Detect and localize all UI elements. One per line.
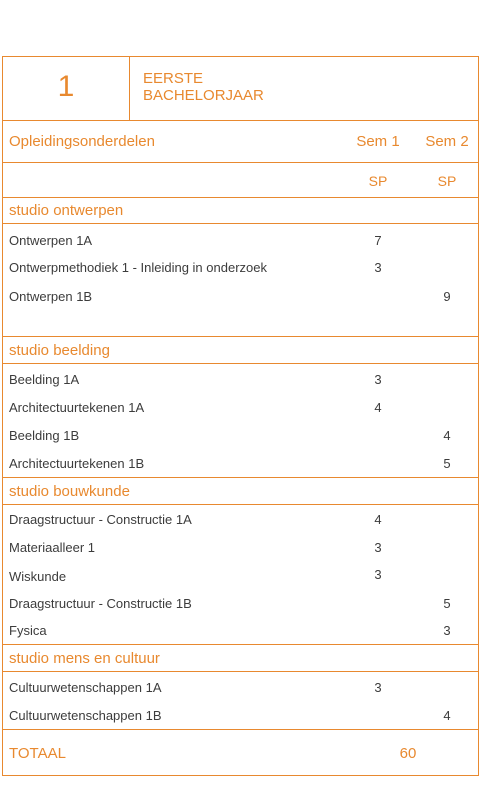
course-sem1: 3 (374, 260, 382, 275)
divider (3, 671, 478, 672)
year-title-line2: BACHELORJAAR (143, 87, 264, 104)
year-number: 1 (57, 70, 75, 103)
year-header (3, 57, 478, 120)
section-title-bouwkunde: studio bouwkunde (9, 483, 130, 500)
course-sem1: 4 (374, 400, 382, 415)
course-name: Fysica (9, 623, 47, 638)
course-name: Ontwerpmethodiek 1 - Inleiding in onderzoek (9, 260, 267, 275)
divider (3, 504, 478, 505)
section-title-ontwerpen: studio ontwerpen (9, 202, 124, 219)
course-name: Architectuurtekenen 1B (9, 456, 145, 471)
sem2-unit: SP (437, 173, 457, 189)
course-name: Architectuurtekenen 1A (9, 400, 145, 415)
divider (3, 729, 478, 730)
course-name: Ontwerpen 1A (9, 233, 93, 248)
course-sem1: 3 (374, 540, 382, 555)
course-sem1: 3 (374, 567, 382, 582)
course-name: Wiskunde (9, 569, 67, 584)
column-header-onderdelen: Opleidingsonderdelen (9, 133, 155, 150)
course-sem2: 4 (443, 708, 451, 723)
course-name: Draagstructuur - Constructie 1A (9, 512, 192, 527)
total-value: 60 (399, 745, 417, 762)
divider (3, 197, 478, 198)
divider (3, 336, 478, 337)
year-title-line1: EERSTE (143, 70, 204, 87)
divider (3, 477, 478, 478)
year-number-cell (3, 57, 130, 120)
course-name: Beelding 1A (9, 372, 80, 387)
column-header-row (3, 121, 478, 162)
course-name: Cultuurwetenschappen 1B (9, 708, 162, 723)
curriculum-table (2, 56, 479, 776)
course-sem1: 7 (374, 233, 382, 248)
course-sem2: 5 (443, 596, 451, 611)
course-name: Beelding 1B (9, 428, 80, 443)
column-header-sem2: Sem 2 (425, 133, 469, 150)
course-name: Ontwerpen 1B (9, 289, 93, 304)
section-title-mens-en-cultuur: studio mens en cultuur (9, 650, 160, 667)
course-sem1: 4 (374, 512, 382, 527)
divider (3, 644, 478, 645)
unit-row (3, 163, 478, 197)
divider (3, 363, 478, 364)
section-title-beelding: studio beelding (9, 342, 110, 359)
sem1-unit: SP (368, 173, 388, 189)
total-label: TOTAAL (9, 745, 66, 762)
course-name: Materiaalleer 1 (9, 540, 95, 555)
column-header-sem1: Sem 1 (356, 133, 400, 150)
course-sem2: 9 (443, 289, 451, 304)
course-name: Cultuurwetenschappen 1A (9, 680, 162, 695)
divider (3, 223, 478, 224)
course-sem1: 3 (374, 372, 382, 387)
course-sem2: 3 (443, 623, 451, 638)
course-sem2: 4 (443, 428, 451, 443)
course-sem1: 3 (374, 680, 382, 695)
course-sem2: 5 (443, 456, 451, 471)
course-name: Draagstructuur - Constructie 1B (9, 596, 192, 611)
